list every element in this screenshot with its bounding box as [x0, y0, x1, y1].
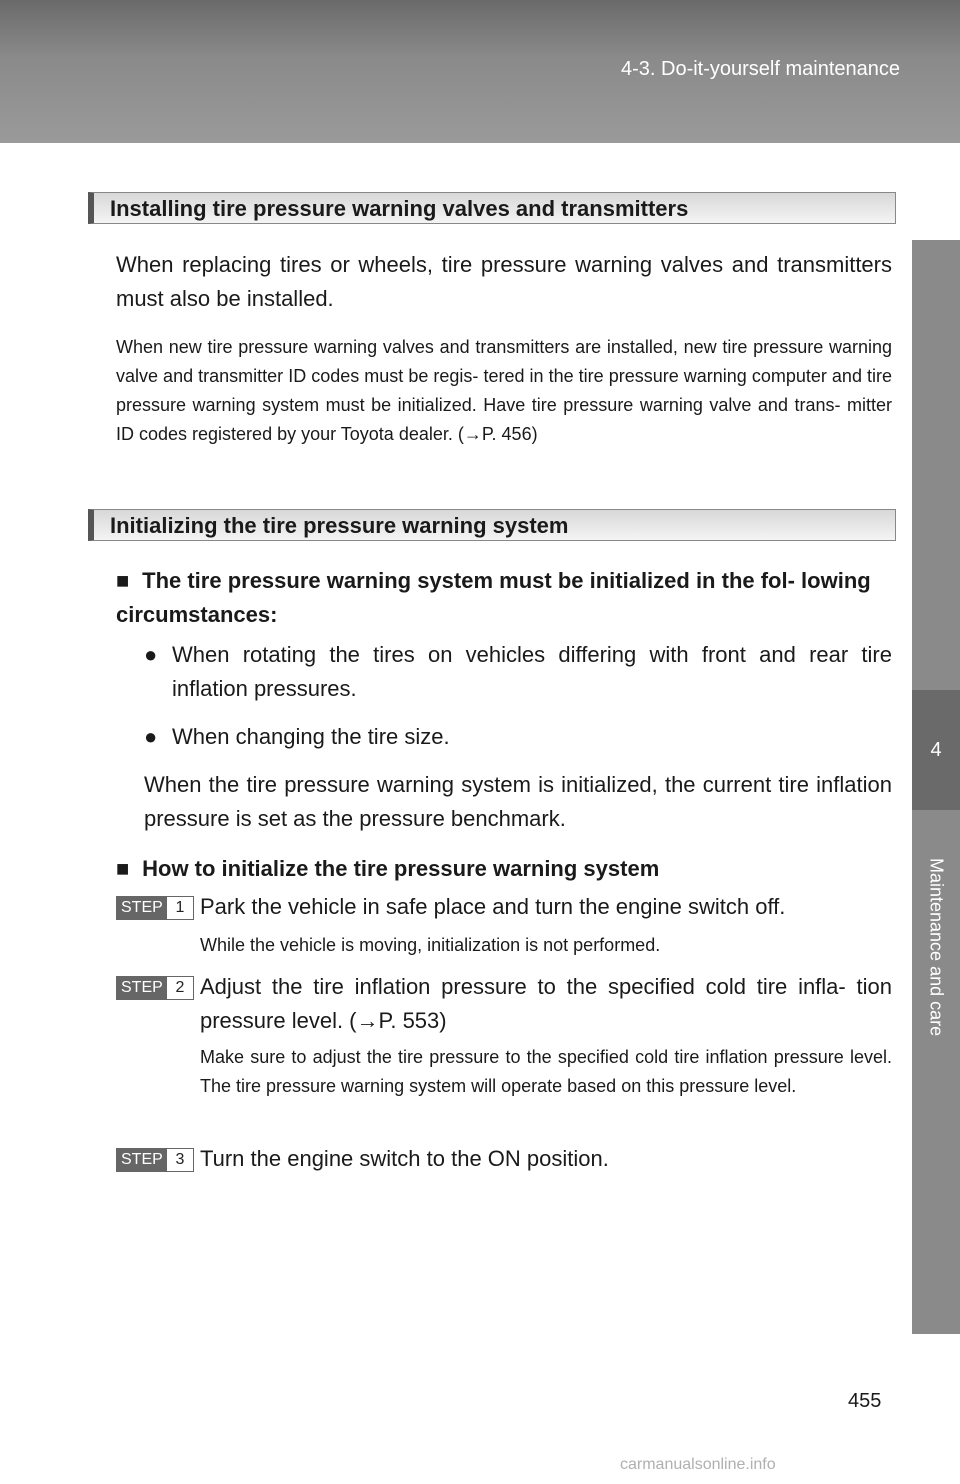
step-badge-3: STEP 3 — [116, 1148, 194, 1172]
subheading-how-to: ■ How to initialize the tire pressure warning system — [116, 852, 892, 886]
step-1-note: While the vehicle is moving, initialization is not performed. — [200, 935, 661, 955]
step-2-note: Make sure to adjust the tire pressure to the specified cold tire inflation pressure level. The tire pressure warning system will operate based on this pressure level. — [200, 1047, 892, 1096]
step-2-text: Adjust the tire inflation pressure to the specified cold tire infla- tion pressure level. (→P. 553) — [200, 974, 892, 1033]
square-bullet-icon: ■ — [116, 856, 130, 881]
step-1-text: Park the vehicle in safe place and turn the engine switch off. — [200, 894, 786, 919]
subheading-circumstances: ■ The tire pressure warning system must be initialized in the fol- lowing circumstances: — [116, 564, 892, 632]
section-heading-initializing: Initializing the tire pressure warning system — [88, 509, 896, 541]
bullet-rotating: ● When rotating the tires on vehicles differing with front and rear tire inflation pressures. — [144, 638, 892, 706]
chapter-number: 4 — [912, 690, 960, 810]
square-bullet-icon: ■ — [116, 568, 130, 593]
chapter-label: Maintenance and care — [926, 858, 947, 1037]
watermark: carmanualsonline.info — [620, 1456, 776, 1473]
header-title: 4-3. Do-it-yourself maintenance — [620, 58, 900, 80]
page-header — [0, 0, 960, 143]
bullet-dot-icon: ● — [144, 642, 158, 667]
step-badge-1: STEP 1 — [116, 896, 194, 920]
step-3-text: Turn the engine switch to the ON position. — [200, 1146, 609, 1171]
page-number: 455 — [848, 1390, 882, 1412]
bullet-changing-size: ● When changing the tire size. — [144, 720, 892, 754]
bullet-dot-icon: ● — [144, 724, 158, 749]
section1-note: When new tire pressure warning valves and transmitters are installed, new tire pressure warning valve and transmitter ID codes must be regis- tered in the tire pressure warning computer and tire pressure warning system must be initialized. Have tire pressure warning valve and trans- mitter ID codes registered by your Toyota dealer. (→P. 456) — [116, 337, 892, 444]
step-badge-2: STEP 2 — [116, 976, 194, 1000]
section2-paragraph: When the tire pressure warning system is initialized, the current tire inflation pressure is set as the pressure benchmark. — [144, 772, 892, 831]
section-heading-installing: Installing tire pressure warning valves and transmitters — [88, 192, 896, 224]
section1-paragraph: When replacing tires or wheels, tire pressure warning valves and transmitters must also be installed. — [116, 252, 892, 311]
